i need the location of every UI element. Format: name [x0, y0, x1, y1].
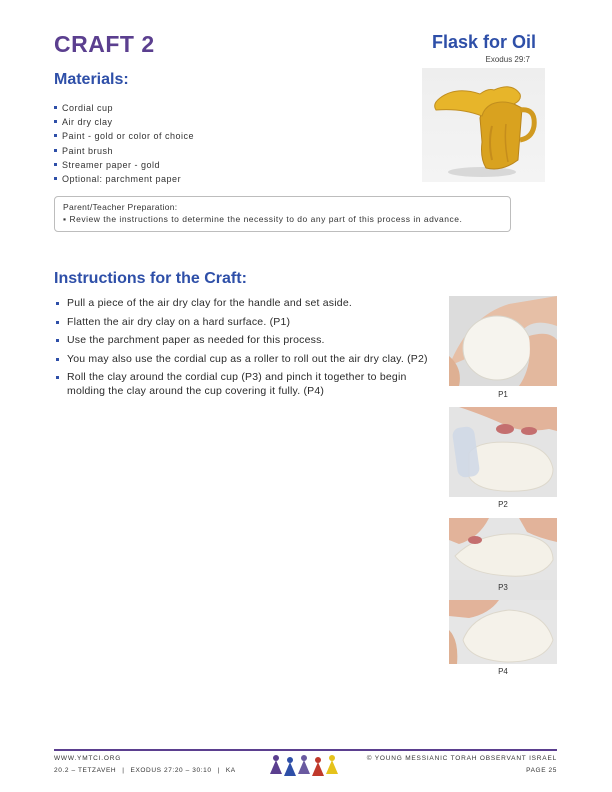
instructions-list — [54, 297, 434, 403]
materials-list — [54, 101, 194, 186]
footer-url: WWW.YMTCI.ORG — [54, 755, 122, 762]
instruction-step: Roll the clay around the cordial cup (P3) and pinch it together to begin molding the clay around the cup covering it fully. (P4) — [54, 371, 434, 398]
footer-age-group: KA — [225, 767, 236, 774]
materials-item: Paint - gold or color of choice — [54, 129, 194, 143]
footer-lesson-code: 20.2 – TETZAVEH — [54, 767, 117, 774]
photo-p1 — [449, 296, 557, 386]
materials-item: Cordial cup — [54, 101, 194, 115]
footer-lesson: 20.2 – TETZAVEH | EXODUS 27:20 – 30:10 | KA — [54, 767, 236, 774]
photo-caption: P3 — [498, 583, 508, 592]
footer-page-number: PAGE 25 — [526, 767, 557, 774]
instruction-step: Flatten the air dry clay on a hard surface. (P1) — [54, 316, 434, 330]
instruction-step: You may also use the cordial cup as a roller to roll out the air dry clay. (P2) — [54, 353, 434, 367]
photo-p3 — [449, 518, 557, 608]
materials-item: Paint brush — [54, 144, 194, 158]
materials-item: Optional: parchment paper — [54, 172, 194, 186]
materials-item: Streamer paper - gold — [54, 158, 194, 172]
photo-caption: P2 — [498, 500, 508, 509]
prep-item: ▪ Review the instructions to determine the necessity to do any part of this process in advance. — [63, 213, 502, 226]
craft-name: Flask for Oil — [431, 32, 536, 52]
photo-p4 — [449, 600, 557, 664]
footer-divider — [54, 749, 557, 751]
prep-title: Parent/Teacher Preparation: — [63, 202, 178, 212]
materials-heading: Materials: — [54, 71, 129, 88]
prep-box — [54, 196, 511, 232]
materials-item: Air dry clay — [54, 115, 194, 129]
flask-photo — [422, 68, 545, 182]
page-title: CRAFT 2 — [54, 31, 155, 57]
instructions-heading: Instructions for the Craft: — [54, 270, 247, 287]
photo-caption: P4 — [498, 667, 508, 676]
footer-torah-portion: EXODUS 27:20 – 30:10 — [130, 767, 212, 774]
scripture-reference: Exodus 29:7 — [485, 55, 530, 64]
photo-caption: P1 — [498, 390, 508, 399]
instruction-step: Pull a piece of the air dry clay for the handle and set aside. — [54, 297, 434, 311]
instruction-step: Use the parchment paper as needed for this process. — [54, 334, 434, 348]
ymtoi-logo — [268, 752, 344, 782]
photo-p2 — [449, 407, 557, 497]
footer-copyright: © YOUNG MESSIANIC TORAH OBSERVANT ISRAEL — [366, 755, 557, 762]
